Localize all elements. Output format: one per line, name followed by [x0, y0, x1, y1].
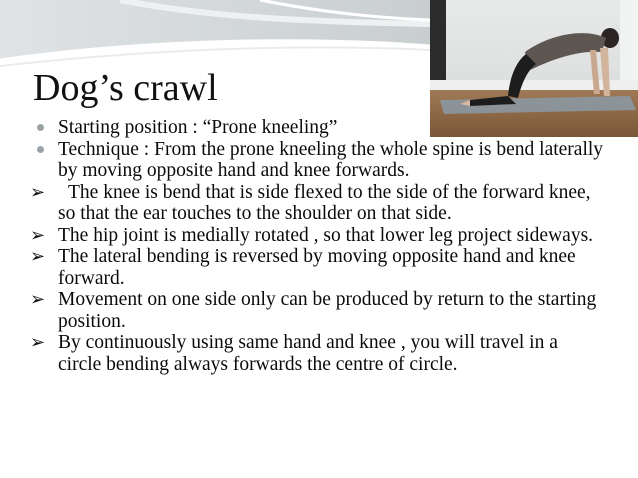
bullet-item	[30, 332, 605, 375]
arrowhead-bullet-icon: ➢	[30, 289, 46, 310]
bullet-text: The lateral bending is reversed by moving opposite hand and knee forward.	[58, 246, 576, 289]
bullet-item	[30, 182, 605, 225]
bullet-text: Movement on one side only can be produced by return to the starting position.	[58, 289, 597, 332]
bullet-item	[30, 289, 605, 332]
bullet-text: By continuously using same hand and knee , you will travel in a circle bending always forwards the centre of circle.	[58, 332, 558, 375]
round-bullet-icon	[37, 124, 44, 131]
bullet-text: The knee is bend that is side flexed to the side of the forward knee, so that the ear touches to the shoulder on that side.	[58, 181, 591, 224]
bullet-item	[30, 117, 605, 139]
slide-title: Dog’s crawl	[33, 67, 218, 109]
bullet-text: Starting position : “Prone kneeling”	[58, 117, 338, 138]
bullet-item	[30, 246, 605, 289]
arrowhead-bullet-icon: ➢	[30, 224, 46, 246]
round-bullet-icon	[37, 146, 44, 153]
arrowhead-bullet-icon: ➢	[30, 332, 46, 353]
arrowhead-bullet-icon: ➢	[30, 181, 46, 203]
bullet-text: Technique : From the prone kneeling the whole spine is bend laterally by moving opposite hand and knee forwards.	[58, 138, 604, 181]
bullet-item	[30, 139, 605, 182]
bullet-item	[30, 225, 605, 247]
bullet-list	[30, 117, 605, 375]
arrowhead-bullet-icon: ➢	[30, 246, 46, 267]
bullet-text: The hip joint is medially rotated , so that lower leg project sideways.	[58, 224, 594, 246]
